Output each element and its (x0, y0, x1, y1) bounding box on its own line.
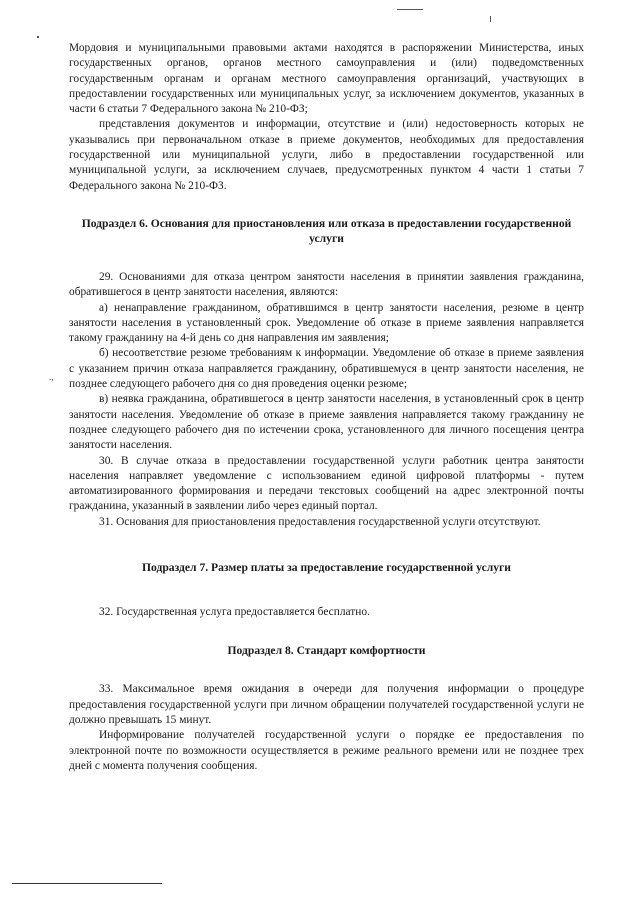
scan-mark-left: ., (49, 372, 54, 382)
paragraph: а) ненаправление гражданином, обратившимся в центр занятости населения, резюме в центр занятости населения в установленный срок. Уведомление об отказе в приеме заявления направляется такому гражданину на 4-й день со дня направления им заявления; (69, 301, 584, 345)
paragraph: 31. Основания для приостановления предоставления государственной услуги отсутствуют. (99, 515, 541, 528)
paragraph: 32. Государственная услуга предоставляется бесплатно. (99, 605, 370, 618)
footnote-rule (12, 883, 162, 884)
paragraph: Мордовия и муниципальными правовыми актами находятся в распоряжении Министерства, иных государственных органов, органов местного самоуправления и (или) подведомственных государственным органам и органам местного самоуправления организаций, участвующих в предоставлении государственных или муниципальных услуг, за исключением документов, указанных в части 6 статьи 7 Федерального закона № 210-ФЗ; (69, 42, 584, 116)
scan-mark-tick (490, 16, 491, 22)
document-body (69, 41, 584, 774)
paragraph: в) неявка гражданина, обратившегося в центр занятости населения, в установленный срок в центр занятости населения. Уведомление об отказе в приеме заявления направляется такому гражданину не позднее следующего рабочего дня по истечении срока, установленного для личного посещения центра занятости населения. (69, 393, 584, 452)
scan-mark-dash (397, 9, 423, 10)
paragraph: 33. Максимальное время ожидания в очереди для получения информации о процедуре предоставления государственной услуги при личном обращении получателей государственной услуги не должно превышать 15 минут. (69, 683, 584, 726)
paragraph: б) несоответствие резюме требованиям к информации. Уведомление об отказе в приеме заявления с указанием причин отказа направляется гражданину, обратившемуся в центр занятости населения, не позднее следующего рабочего дня со дня проведения оценки резюме; (69, 347, 584, 391)
section-heading-7: Подраздел 7. Размер платы за предоставление государственной услуги (142, 561, 511, 575)
paragraph: 30. В случае отказа в предоставлении государственной услуги работник центра занятости населения направляет уведомление с использованием единой цифровой платформы - путем автоматизированного формирования и передачи текстовых сообщений на адрес электронной почты гражданина, указанный в заявлении либо через единый портал. (69, 454, 584, 513)
section-heading-8: Подраздел 8. Стандарт комфортности (227, 643, 426, 657)
scan-mark-dot (37, 36, 39, 38)
section-heading-6: Подраздел 6. Основания для приостановления или отказа в предоставлении государственной услуги (81, 216, 572, 246)
paragraph: 29. Основаниями для отказа центром занятости населения в принятии заявления гражданина, обратившегося в центр занятости населения, являются: (69, 270, 584, 299)
paragraph: Информирование получателей государственной услуги о порядке ее предоставления по электронной почте по возможности осуществляется в режиме реального времени или не позднее трех дней с момента получения сообщения. (69, 729, 584, 772)
paragraph: представления документов и информации, отсутствие и (или) недостоверность которых не указывались при первоначальном отказе в приеме документов, необходимых для предоставления государственной или муниципальной услуги, либо в предоставлении государственной или муниципальной услуги, за исключением случаев, предусмотренных пунктом 4 части 1 статьи 7 Федерального закона № 210-ФЗ. (69, 118, 584, 192)
